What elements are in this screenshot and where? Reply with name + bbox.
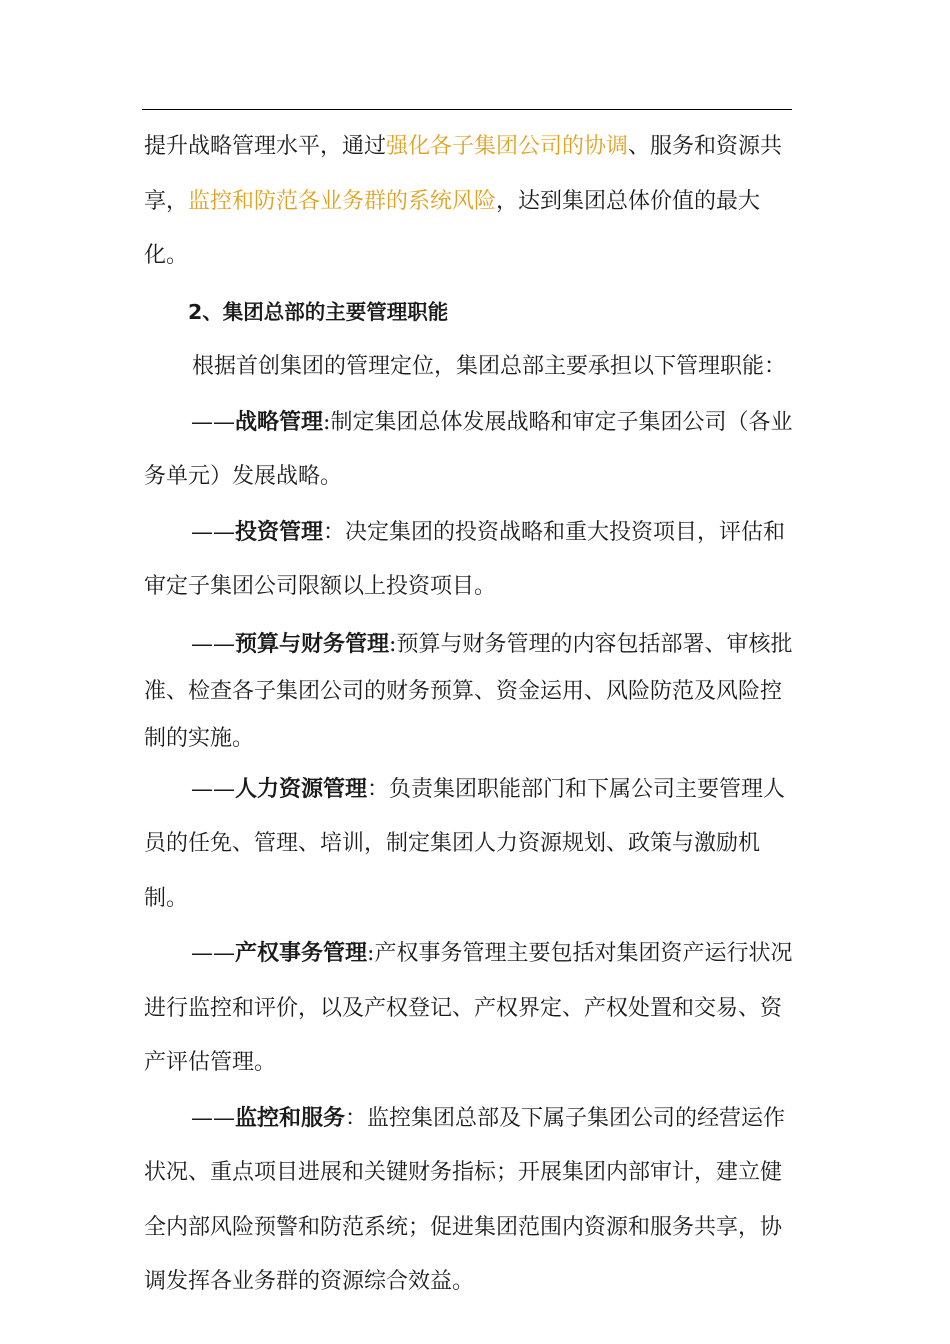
function-text: 监控集团总部及下属子集团公司的经营运作状况、重点项目进展和关键财务指标；开展集团内部审计，建立健全内部风险预警和防范系统；促进集团范围内资源和服务共享，协调发挥各业务群的资源综合效益。 [144,1105,786,1294]
intro-paragraph [144,120,796,284]
section-heading: 2、集团总部的主要管理职能 [188,299,449,324]
function-strategy [144,395,796,505]
function-separator: ： [323,519,346,545]
header-rule [142,109,792,110]
document-body [144,120,796,1310]
intro-highlight-2: 监控和防范各业务群的系统风险 [188,188,497,214]
intro-text-1: 提升战略管理水平，通过 [144,134,387,159]
function-separator: ： [367,776,390,802]
function-text: 产权事务管理主要包括对集团资产运行状况进行监控和评价，以及产权登记、产权界定、产权处置和交易、资产评估管理。 [144,941,793,1075]
function-separator: : [389,631,397,657]
function-separator: ： [345,1105,368,1131]
function-separator: : [367,941,375,966]
function-term: 人力资源管理 [235,775,368,802]
function-dash: —— [191,1105,235,1131]
function-text: 负责集团职能部门和下属公司主要管理人员的任免、管理、培训，制定集团人力资源规划、政策与激励机制。 [144,776,786,911]
intro-text-2: 、服务和资源共享， [144,134,783,214]
function-dash: —— [191,941,235,966]
function-term: 战略管理 [235,408,324,435]
intro-highlight-1: 强化各子集团公司的协调 [386,134,629,159]
function-dash: —— [191,519,235,545]
function-property-rights [144,926,796,1091]
function-text: 决定集团的投资战略和重大投资项目，评估和审定子集团公司限额以上投资项目。 [144,519,786,599]
function-term: 投资管理 [235,518,324,545]
function-text: 预算与财务管理的内容包括部署、审核批准、检查各子集团公司的财务预算、资金运用、风险防范及风险控制的实施。 [144,631,793,751]
function-term: 产权事务管理 [235,940,368,966]
function-human-resources [144,762,796,927]
function-text: 制定集团总体发展战略和审定子集团公司（各业务单元）发展战略。 [144,409,793,489]
function-term: 监控和服务 [235,1104,346,1131]
function-separator: : [323,409,331,435]
function-budget-finance [144,621,796,762]
function-monitoring-service [144,1091,796,1310]
function-term: 预算与财务管理 [235,630,390,657]
intro-text-3: ，达到集团总体价值的最大化。 [144,188,761,268]
lead-paragraph: 根据首创集团的管理定位，集团总部主要承担以下管理职能： [192,354,787,379]
function-dash: —— [191,409,235,435]
function-dash: —— [191,631,235,657]
function-dash: —— [191,776,235,802]
function-investment [144,505,796,615]
